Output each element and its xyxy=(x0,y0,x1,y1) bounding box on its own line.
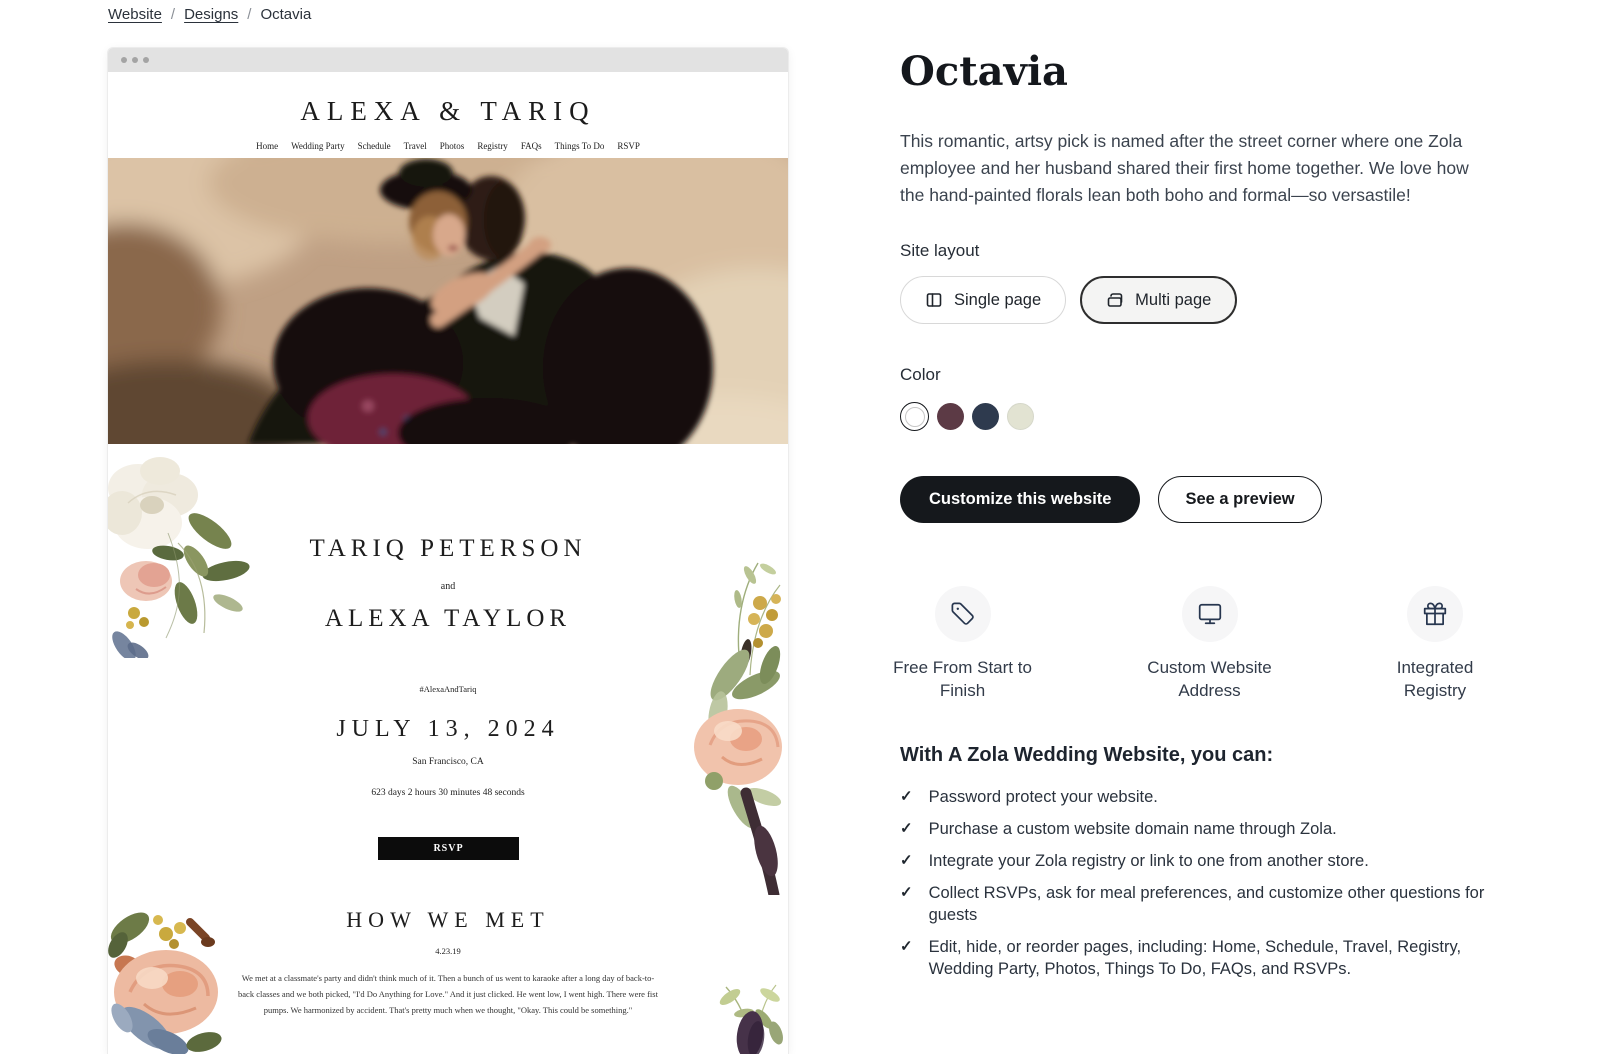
watercolor-floral-bottom-right xyxy=(700,975,788,1054)
window-dot-icon xyxy=(132,57,138,63)
checkmark-icon: ✓ xyxy=(900,852,913,869)
site-layout-label: Site layout xyxy=(900,241,980,260)
color-swatches xyxy=(900,402,1034,431)
benefits-heading: With A Zola Wedding Website, you can: xyxy=(900,744,1274,766)
benefit-item: ✓ Edit, hide, or reorder pages, including: Home, Schedule, Travel, Registry, Wedding Party, Photos, Things To Do, FAQs, and RSVPs. xyxy=(900,938,1462,978)
feature-custom-address-label: Custom Website Address xyxy=(1147,658,1272,700)
preview-nav-schedule[interactable]: Schedule xyxy=(357,141,391,151)
checkmark-icon: ✓ xyxy=(900,884,913,901)
website-preview-card xyxy=(108,48,788,1054)
benefit-item: ✓ Purchase a custom website domain name through Zola. xyxy=(900,820,1337,838)
preview-site-title: ALEXA & TARIQ xyxy=(300,96,596,126)
benefit-item: ✓ Integrate your Zola registry or link to one from another store. xyxy=(900,852,1369,870)
design-description: This romantic, artsy pick is named after the street corner where one Zola employee and her husband shared their first home together. We love how the hand-painted florals lean both boho and formal—so versastile! xyxy=(900,130,1469,205)
preview-partner1-name: TARIQ PETERSON xyxy=(309,535,587,562)
single-page-option[interactable] xyxy=(900,276,1066,324)
preview-wedding-hashtag: #AlexaAndTariq xyxy=(419,684,477,694)
cta-buttons xyxy=(900,476,1322,523)
color-swatch-burgundy[interactable] xyxy=(937,403,964,430)
page-title: Octavia xyxy=(900,48,1068,95)
multi-page-label: Multi page xyxy=(1135,290,1212,309)
preview-nav-travel[interactable]: Travel xyxy=(403,141,427,151)
preview-countdown: 623 days 2 hours 30 minutes 48 seconds xyxy=(371,788,525,798)
preview-section-title: HOW WE MET xyxy=(346,907,550,932)
feature-registry xyxy=(1375,586,1495,702)
feature-free xyxy=(880,586,1045,702)
preview-partner2-name: ALEXA TAYLOR xyxy=(324,605,572,632)
checkmark-icon: ✓ xyxy=(900,938,913,955)
multi-page-option[interactable] xyxy=(1080,276,1237,324)
color-label: Color xyxy=(900,365,941,384)
preview-conjunction: and xyxy=(440,581,456,592)
benefit-item: ✓ Password protect your website. xyxy=(900,788,1158,806)
color-swatch-cream[interactable] xyxy=(1007,403,1034,430)
tag-icon xyxy=(935,586,991,642)
breadcrumb-separator: / xyxy=(247,6,252,23)
feature-custom-address xyxy=(1122,586,1297,702)
monitor-icon xyxy=(1182,586,1238,642)
preview-nav-photos[interactable]: Photos xyxy=(439,141,465,151)
color-swatch-white[interactable] xyxy=(900,402,929,431)
preview-site-nav xyxy=(108,141,788,151)
gift-icon xyxy=(1407,586,1463,642)
breadcrumb-link-designs[interactable]: Designs xyxy=(184,6,239,23)
benefit-item: ✓ Collect RSVPs, ask for meal preferences, and customize other questions for guests xyxy=(900,884,1485,924)
checkmark-icon: ✓ xyxy=(900,820,913,837)
customize-website-button[interactable]: Customize this website xyxy=(900,476,1140,523)
preview-location: San Francisco, CA xyxy=(412,757,484,767)
feature-registry-label: Integrated Registry xyxy=(1396,658,1474,700)
single-page-label: Single page xyxy=(954,290,1042,309)
preview-section-date: 4.23.19 xyxy=(435,946,461,956)
preview-nav-wedding-party[interactable]: Wedding Party xyxy=(291,141,345,151)
preview-rsvp-button[interactable]: RSVP xyxy=(378,837,519,860)
preview-nav-registry[interactable]: Registry xyxy=(477,141,508,151)
breadcrumb xyxy=(108,6,311,23)
preview-nav-rsvp[interactable]: RSVP xyxy=(617,141,640,151)
preview-nav-things-to-do[interactable]: Things To Do xyxy=(554,141,605,151)
benefits-checklist xyxy=(900,786,1500,990)
preview-nav-faqs[interactable]: FAQs xyxy=(520,141,542,151)
window-dot-icon xyxy=(121,57,127,63)
preview-wedding-date: JULY 13, 2024 xyxy=(336,716,560,742)
checkmark-icon: ✓ xyxy=(900,788,913,805)
breadcrumb-current: Octavia xyxy=(260,6,312,23)
breadcrumb-separator: / xyxy=(170,6,176,23)
feature-free-label: Free From Start to Finish xyxy=(893,658,1032,700)
feature-highlights xyxy=(893,586,1510,726)
preview-story-text: We met at a classmate's party and didn't think much of it. Then a bunch of us went to karaoke after a long day of back-to-back classes and we both picked, "I'd Do Anything for Love." And it just clicked. He went low, I went high. There were fist pumps. We harmonized by accident. That's pretty much when we thought, "Okay. This could be something." xyxy=(238,973,658,1015)
see-preview-button[interactable]: See a preview xyxy=(1158,476,1321,523)
single-page-icon xyxy=(925,291,943,309)
site-layout-options xyxy=(900,276,1237,324)
hero-couple-photo xyxy=(108,158,788,444)
multi-page-icon xyxy=(1106,291,1124,309)
preview-nav-home[interactable]: Home xyxy=(256,141,279,151)
window-dot-icon xyxy=(143,57,149,63)
color-swatch-navy[interactable] xyxy=(972,403,999,430)
breadcrumb-link-website[interactable]: Website xyxy=(108,6,162,23)
browser-chrome-bar xyxy=(108,48,788,72)
